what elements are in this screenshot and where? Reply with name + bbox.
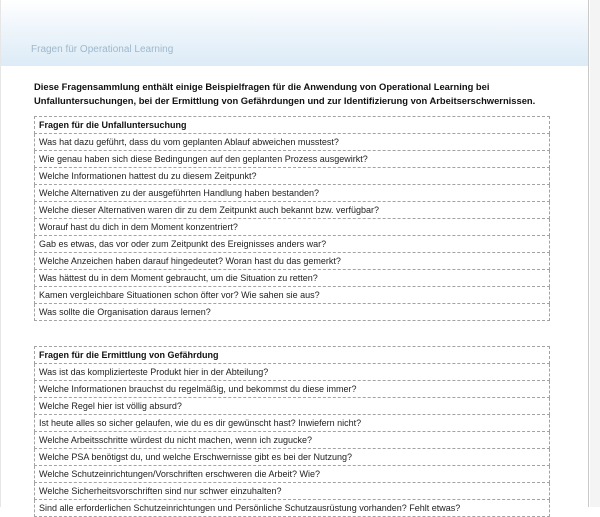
document-title: Fragen für Operational Learning <box>31 44 174 55</box>
table-header: Fragen für die Unfalluntersuchung <box>35 117 550 134</box>
table-row: Welche Sicherheitsvorschriften sind nur schwer einzuhalten? <box>35 483 550 500</box>
table-row: Kamen vergleichbare Situationen schon öfter vor? Wie sahen sie aus? <box>35 287 550 304</box>
table-row: Worauf hast du dich in dem Moment konzentriert? <box>35 219 550 236</box>
table-row: Wie genau haben sich diese Bedingungen auf den geplanten Prozess ausgewirkt? <box>35 151 550 168</box>
table-row: Welche dieser Alternativen waren dir zu dem Zeitpunkt auch bekannt bzw. verfügbar? <box>35 202 550 219</box>
table-row: Sind alle erforderlichen Schutzeinrichtungen und Persönliche Schutzausrüstung vorhanden? Fehlt etwas? <box>35 500 550 517</box>
table-row: Welche Anzeichen haben darauf hingedeutet? Woran hast du das gemerkt? <box>35 253 550 270</box>
table-row: Was sollte die Organisation daraus lernen? <box>35 304 550 321</box>
hazard-questions-table <box>34 346 550 517</box>
intro-paragraph: Diese Fragensammlung enthält einige Beispielfragen für die Anwendung von Operational Learning bei Unfalluntersuchungen, bei der Ermittlung von Gefährdungen und zur Identifizierung von Arbeitserschwernissen. <box>34 81 536 106</box>
table-row: Was ist das komplizierteste Produkt hier in der Abteilung? <box>35 364 550 381</box>
table-row: Welche Informationen hattest du zu diesem Zeitpunkt? <box>35 168 550 185</box>
table-row: Welche Arbeitsschritte würdest du nicht machen, wenn ich zugucke? <box>35 432 550 449</box>
table-row: Welche PSA benötigst du, und welche Erschwernisse gibt es bei der Nutzung? <box>35 449 550 466</box>
table-row: Was hättest du in dem Moment gebraucht, um die Situation zu retten? <box>35 270 550 287</box>
table-row: Welche Informationen brauchst du regelmäßig, und bekommst du diese immer? <box>35 381 550 398</box>
table-row: Gab es etwas, das vor oder zum Zeitpunkt des Ereignisses anders war? <box>35 236 550 253</box>
table-row: Welche Alternativen zu der ausgeführten Handlung haben bestanden? <box>35 185 550 202</box>
table-header: Fragen für die Ermittlung von Gefährdung <box>35 347 550 364</box>
window-edge <box>590 0 600 507</box>
table-row: Welche Regel hier ist völlig absurd? <box>35 398 550 415</box>
table-row: Welche Schutzeinrichtungen/Vorschriften erschweren die Arbeit? Wie? <box>35 466 550 483</box>
table-row: Ist heute alles so sicher gelaufen, wie du es dir gewünscht hast? Inwiefern nicht? <box>35 415 550 432</box>
header-band <box>1 0 588 66</box>
table-row: Was hat dazu geführt, dass du vom geplanten Ablauf abweichen musstest? <box>35 134 550 151</box>
accident-questions-table <box>34 116 550 321</box>
